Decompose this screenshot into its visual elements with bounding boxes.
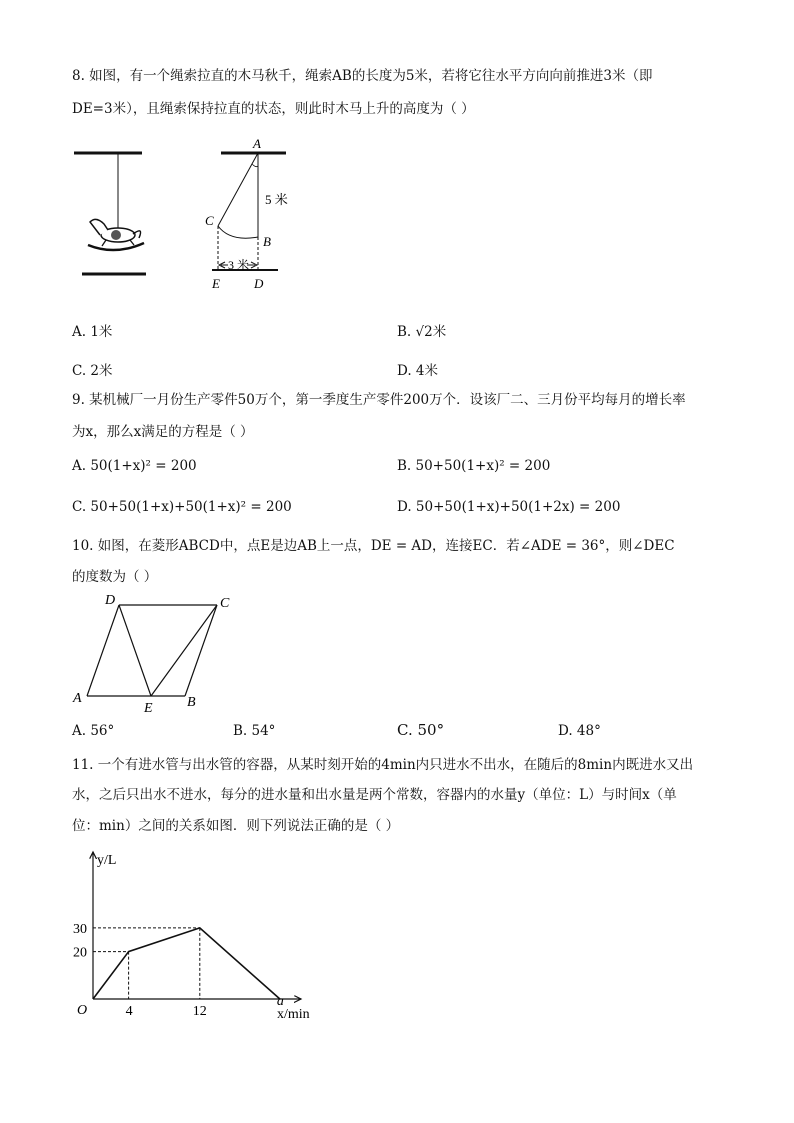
label-c: C [205, 213, 214, 228]
y-axis-label: y/L [97, 853, 117, 868]
q10-stem-line1: 10. 如图，在菱形ABCD中，点E是边AB上一点，DE = AD，连接EC．若∠ADE = 36°，则∠DEC [72, 538, 675, 554]
segment-ac [218, 153, 258, 226]
q10-stem-line2: 的度数为（ ） [72, 569, 158, 585]
origin-label: O [77, 1003, 88, 1018]
label-d: D [254, 276, 264, 291]
q8-figure [60, 130, 320, 295]
q9-option-b[interactable]: B. 50+50(1+x)² = 200 [397, 458, 551, 474]
arc-cb [218, 226, 258, 238]
q8-stem-line1: 8. 如图，有一个绳索拉直的木马秋千，绳索AB的长度为5米，若将它往水平方向向前推进3米（即 [72, 68, 653, 84]
y-tick-label: 30 [73, 921, 87, 937]
q10-option-c[interactable]: C. 50° [397, 721, 445, 739]
q9-option-d[interactable]: D. 50+50(1+x)+50(1+2x) = 200 [397, 499, 621, 515]
label-b: B [187, 695, 196, 710]
q10-option-a[interactable]: A. 56° [72, 723, 115, 739]
q10-option-b[interactable]: B. 54° [233, 723, 276, 739]
q8-option-a[interactable]: A. 1米 [72, 324, 113, 340]
label-d: D [105, 593, 116, 608]
edge-da [87, 605, 119, 696]
y-tick-label: 20 [73, 945, 87, 961]
label-5m: 5 米 [265, 192, 288, 207]
q9-option-c[interactable]: C. 50+50(1+x)+50(1+x)² = 200 [72, 499, 292, 515]
q11-stem-line1: 11. 一个有进水管与出水管的容器，从某时刻开始的4min内只进水不出水，在随后的8min内既进水又出 [72, 757, 694, 773]
label-e: E [144, 701, 153, 715]
q10-option-d[interactable]: D. 48° [558, 723, 601, 739]
q8-stem-line2: DE=3米），且绳索保持拉直的状态，则此时木马上升的高度为（ ） [72, 101, 475, 117]
segment-de [119, 605, 151, 696]
x-tick-label: a [276, 994, 284, 1009]
q11-line-chart [65, 842, 335, 1032]
label-a: A [73, 691, 82, 706]
label-b: B [263, 234, 271, 249]
edge-bc [185, 605, 217, 696]
series-line [93, 928, 280, 999]
q8-option-d[interactable]: D. 4米 [397, 363, 439, 379]
x-axis-label: x/min [277, 1007, 310, 1022]
q9-option-a[interactable]: A. 50(1+x)² = 200 [72, 458, 197, 474]
rocking-horse-icon [88, 219, 144, 250]
label-3m: 3 米 [228, 258, 250, 272]
label-e: E [212, 276, 220, 291]
x-tick-label: 4 [125, 1004, 133, 1019]
q10-rhombus-figure [65, 590, 245, 715]
q11-stem-line3: 位：min）之间的关系如图．则下列说法正确的是（ ） [72, 818, 400, 834]
q11-stem-line2: 水，之后只出水不进水，每分的进水量和出水量是两个常数，容器内的水量y（单位：L）与时间x（单 [72, 787, 677, 803]
label-a: A [253, 136, 261, 151]
q8-option-b[interactable]: B. √2米 [397, 324, 447, 340]
segment-ec [151, 605, 217, 696]
x-tick-label: 12 [192, 1004, 207, 1019]
angle-mark [252, 164, 258, 167]
label-c: C [220, 596, 230, 611]
q9-stem-line2: 为x，那么x满足的方程是（ ） [72, 424, 254, 440]
q8-option-c[interactable]: C. 2米 [72, 363, 113, 379]
q9-stem-line1: 9. 某机械厂一月份生产零件50万个，第一季度生产零件200万个．设该厂二、三月份平均每月的增长率 [72, 392, 686, 408]
